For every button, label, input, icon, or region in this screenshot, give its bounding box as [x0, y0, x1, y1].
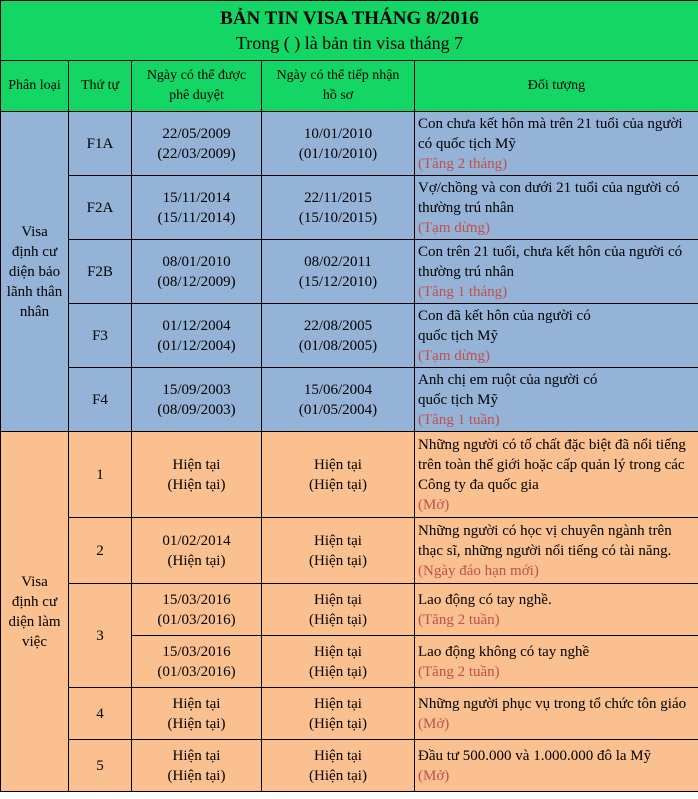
receipt-date-cell — [262, 304, 415, 368]
approval-date: 15/09/2003 — [162, 381, 231, 398]
approval-date: 15/11/2014 — [162, 189, 231, 206]
approval-date-cell — [132, 368, 262, 432]
subject-cell — [415, 176, 698, 240]
subject-cell — [415, 740, 698, 792]
header-receipt-date: Ngày có thể tiếp nhận hồ sơ — [262, 61, 415, 112]
order-cell: 5 — [69, 740, 132, 792]
header-row — [1, 61, 698, 112]
order-cell: 3 — [69, 584, 132, 688]
approval-date-previous: (08/12/2009) — [157, 273, 236, 290]
approval-date-previous: (15/11/2014) — [157, 209, 236, 226]
approval-date-cell — [132, 584, 262, 636]
table-row — [1, 432, 698, 518]
status-note: (Mở) — [418, 496, 450, 513]
receipt-date: Hiện tại — [314, 456, 362, 473]
order-cell: 1 — [69, 432, 132, 518]
subject-cell — [415, 304, 698, 368]
category-line: diện làm — [8, 613, 61, 630]
approval-date-cell — [132, 636, 262, 688]
receipt-date: 10/01/2010 — [303, 125, 373, 142]
approval-date: 15/03/2016 — [162, 591, 231, 608]
category-line: Visa — [21, 573, 48, 590]
subject-line: Con đã kết hôn của người có — [418, 307, 591, 324]
receipt-date: Hiện tại — [314, 747, 362, 764]
receipt-date: Hiện tại — [314, 695, 362, 712]
receipt-date-previous: (Hiện tại) — [309, 476, 367, 493]
receipt-date-cell — [262, 176, 415, 240]
status-note: (Tăng 2 tuần) — [418, 611, 500, 628]
subject-line: Những người có học vị chuyên ngành trên — [418, 522, 672, 539]
receipt-date: Hiện tại — [314, 643, 362, 660]
receipt-date-previous: (Hiện tại) — [309, 767, 367, 784]
category-line: định cư — [11, 593, 58, 610]
receipt-date-previous: (Hiện tại) — [309, 715, 367, 732]
category-cell — [1, 432, 69, 792]
receipt-date-cell — [262, 112, 415, 176]
approval-date-previous: (01/03/2016) — [157, 611, 236, 628]
subject-line: Những người có tố chất đặc biệt đã nổi tiếng — [418, 436, 686, 453]
category-line: nhân — [19, 303, 50, 320]
category-cell — [1, 112, 69, 432]
subject-cell — [415, 368, 698, 432]
approval-date-previous: (01/03/2016) — [157, 663, 236, 680]
approval-date-cell — [132, 112, 262, 176]
approval-date-previous: (08/09/2003) — [157, 401, 236, 418]
subject-line: Con trên 21 tuổi, chưa kết hôn của người có — [418, 243, 683, 260]
approval-date: Hiện tại — [172, 456, 221, 473]
category-line: diện bảo — [8, 263, 61, 280]
approval-date: 01/12/2004 — [162, 317, 231, 334]
subject-line: quốc tịch Mỹ — [418, 391, 498, 408]
header-approval-date: Ngày có thể được phê duyệt — [132, 61, 262, 112]
order-cell: F3 — [69, 304, 132, 368]
receipt-date-cell — [262, 432, 415, 518]
category-line: định cư — [11, 243, 58, 260]
approval-date-cell — [132, 740, 262, 792]
approval-date-previous: (01/12/2004) — [157, 337, 236, 354]
order-cell: F4 — [69, 368, 132, 432]
order-cell: F2B — [69, 240, 132, 304]
receipt-date: 08/02/2011 — [304, 253, 372, 270]
table-row — [1, 740, 698, 792]
receipt-date-cell — [262, 584, 415, 636]
subject-cell — [415, 112, 698, 176]
table-row — [1, 176, 698, 240]
receipt-date: Hiện tại — [314, 591, 362, 608]
page-subtitle: Trong ( ) là bản tin visa tháng 7 — [235, 32, 464, 53]
category-line: Visa — [21, 223, 48, 240]
subject-line: thạc sĩ, những người nổi tiếng có tài năng. — [418, 542, 672, 559]
receipt-date-cell — [262, 740, 415, 792]
subject-line: Vợ/chồng và con dưới 21 tuổi của người có — [418, 179, 680, 196]
approval-date: 08/01/2010 — [162, 253, 231, 270]
employment-section — [1, 432, 698, 792]
approval-date-previous: (22/03/2009) — [157, 145, 236, 162]
table-row — [1, 112, 698, 176]
approval-date-cell — [132, 176, 262, 240]
status-note: (Ngày đáo hạn mới) — [418, 562, 539, 579]
receipt-date-cell — [262, 518, 415, 584]
receipt-date-previous: (01/10/2010) — [298, 145, 378, 162]
subject-line: trên toàn thế giới hoặc cấp quản lý trong các — [418, 456, 685, 473]
status-note: (Tạm dừng) — [418, 219, 490, 236]
receipt-date-cell — [262, 636, 415, 688]
receipt-date-previous: (Hiện tại) — [309, 611, 367, 628]
receipt-date-previous: (15/10/2015) — [298, 209, 378, 226]
approval-date-cell — [132, 432, 262, 518]
approval-date: Hiện tại — [172, 747, 221, 764]
receipt-date-cell — [262, 240, 415, 304]
approval-date-previous: (Hiện tại) — [167, 767, 226, 784]
subject-line: thường trú nhân — [418, 263, 515, 280]
subject-line: thường trú nhân — [418, 199, 515, 216]
header-subject: Đối tượng — [415, 61, 698, 112]
approval-date-previous: (Hiện tại) — [167, 476, 226, 493]
approval-date-previous: (Hiện tại) — [167, 552, 226, 569]
receipt-date-previous: (01/08/2005) — [298, 337, 378, 354]
table-row — [1, 240, 698, 304]
approval-date: 22/05/2009 — [162, 125, 231, 142]
table-row — [1, 304, 698, 368]
subject-cell — [415, 688, 698, 740]
subject-line: Lao động có tay nghề. — [418, 591, 552, 608]
receipt-date-cell — [262, 368, 415, 432]
table-row — [1, 584, 698, 636]
subject-line: Những người phục vụ trong tổ chức tôn giáo — [418, 695, 687, 712]
receipt-date-previous: (Hiện tại) — [309, 552, 367, 569]
receipt-date-previous: (Hiện tại) — [309, 663, 367, 680]
category-line: lãnh thân — [6, 283, 63, 300]
subject-line: Anh chị em ruột của người có — [418, 371, 598, 388]
page-title: BẢN TIN VISA THÁNG 8/2016 — [220, 7, 479, 29]
title-cell — [1, 1, 698, 61]
order-cell: 4 — [69, 688, 132, 740]
order-cell: F2A — [69, 176, 132, 240]
subject-line: Công ty đa quốc gia — [418, 476, 539, 493]
approval-date: Hiện tại — [172, 695, 221, 712]
subject-cell — [415, 584, 698, 636]
table-row — [1, 688, 698, 740]
approval-date-cell — [132, 518, 262, 584]
subject-line: Lao động không có tay nghề — [418, 643, 590, 660]
status-note: (Mở) — [418, 715, 450, 732]
status-note: (Mở) — [418, 767, 450, 784]
subject-line: quốc tịch Mỹ — [418, 327, 498, 344]
table-row — [1, 518, 698, 584]
status-note: (Tăng 2 tuần) — [418, 663, 500, 680]
family-section — [1, 112, 698, 432]
approval-date-cell — [132, 688, 262, 740]
header-category: Phân loại — [1, 61, 69, 112]
approval-date: 15/03/2016 — [162, 643, 231, 660]
status-note: (Tăng 1 tuần) — [418, 411, 500, 428]
subject-cell — [415, 240, 698, 304]
subject-line: có quốc tịch Mỹ — [418, 135, 516, 152]
receipt-date-cell — [262, 688, 415, 740]
receipt-date-previous: (15/12/2010) — [298, 273, 378, 290]
approval-date-previous: (Hiện tại) — [167, 715, 226, 732]
status-note: (Tăng 2 tháng) — [418, 155, 508, 172]
approval-date-cell — [132, 240, 262, 304]
receipt-date: 22/11/2015 — [304, 189, 372, 206]
order-cell: F1A — [69, 112, 132, 176]
table-row — [1, 368, 698, 432]
subject-cell — [415, 432, 698, 518]
approval-date: 01/02/2014 — [162, 532, 231, 549]
subject-line: Con chưa kết hôn mà trên 21 tuổi của người — [418, 115, 683, 132]
category-line: việc — [22, 633, 47, 650]
subject-line: Đầu tư 500.000 và 1.000.000 đô la Mỹ — [418, 747, 652, 764]
status-note: (Tăng 1 tháng) — [418, 283, 508, 300]
order-cell: 2 — [69, 518, 132, 584]
receipt-date: Hiện tại — [314, 532, 362, 549]
receipt-date: 15/06/2004 — [303, 381, 373, 398]
receipt-date-previous: (01/05/2004) — [298, 401, 378, 418]
approval-date-cell — [132, 304, 262, 368]
header-order: Thứ tự — [69, 61, 132, 112]
receipt-date: 22/08/2005 — [303, 317, 373, 334]
status-note: (Tạm dừng) — [418, 347, 490, 364]
subject-cell — [415, 636, 698, 688]
subject-cell — [415, 518, 698, 584]
